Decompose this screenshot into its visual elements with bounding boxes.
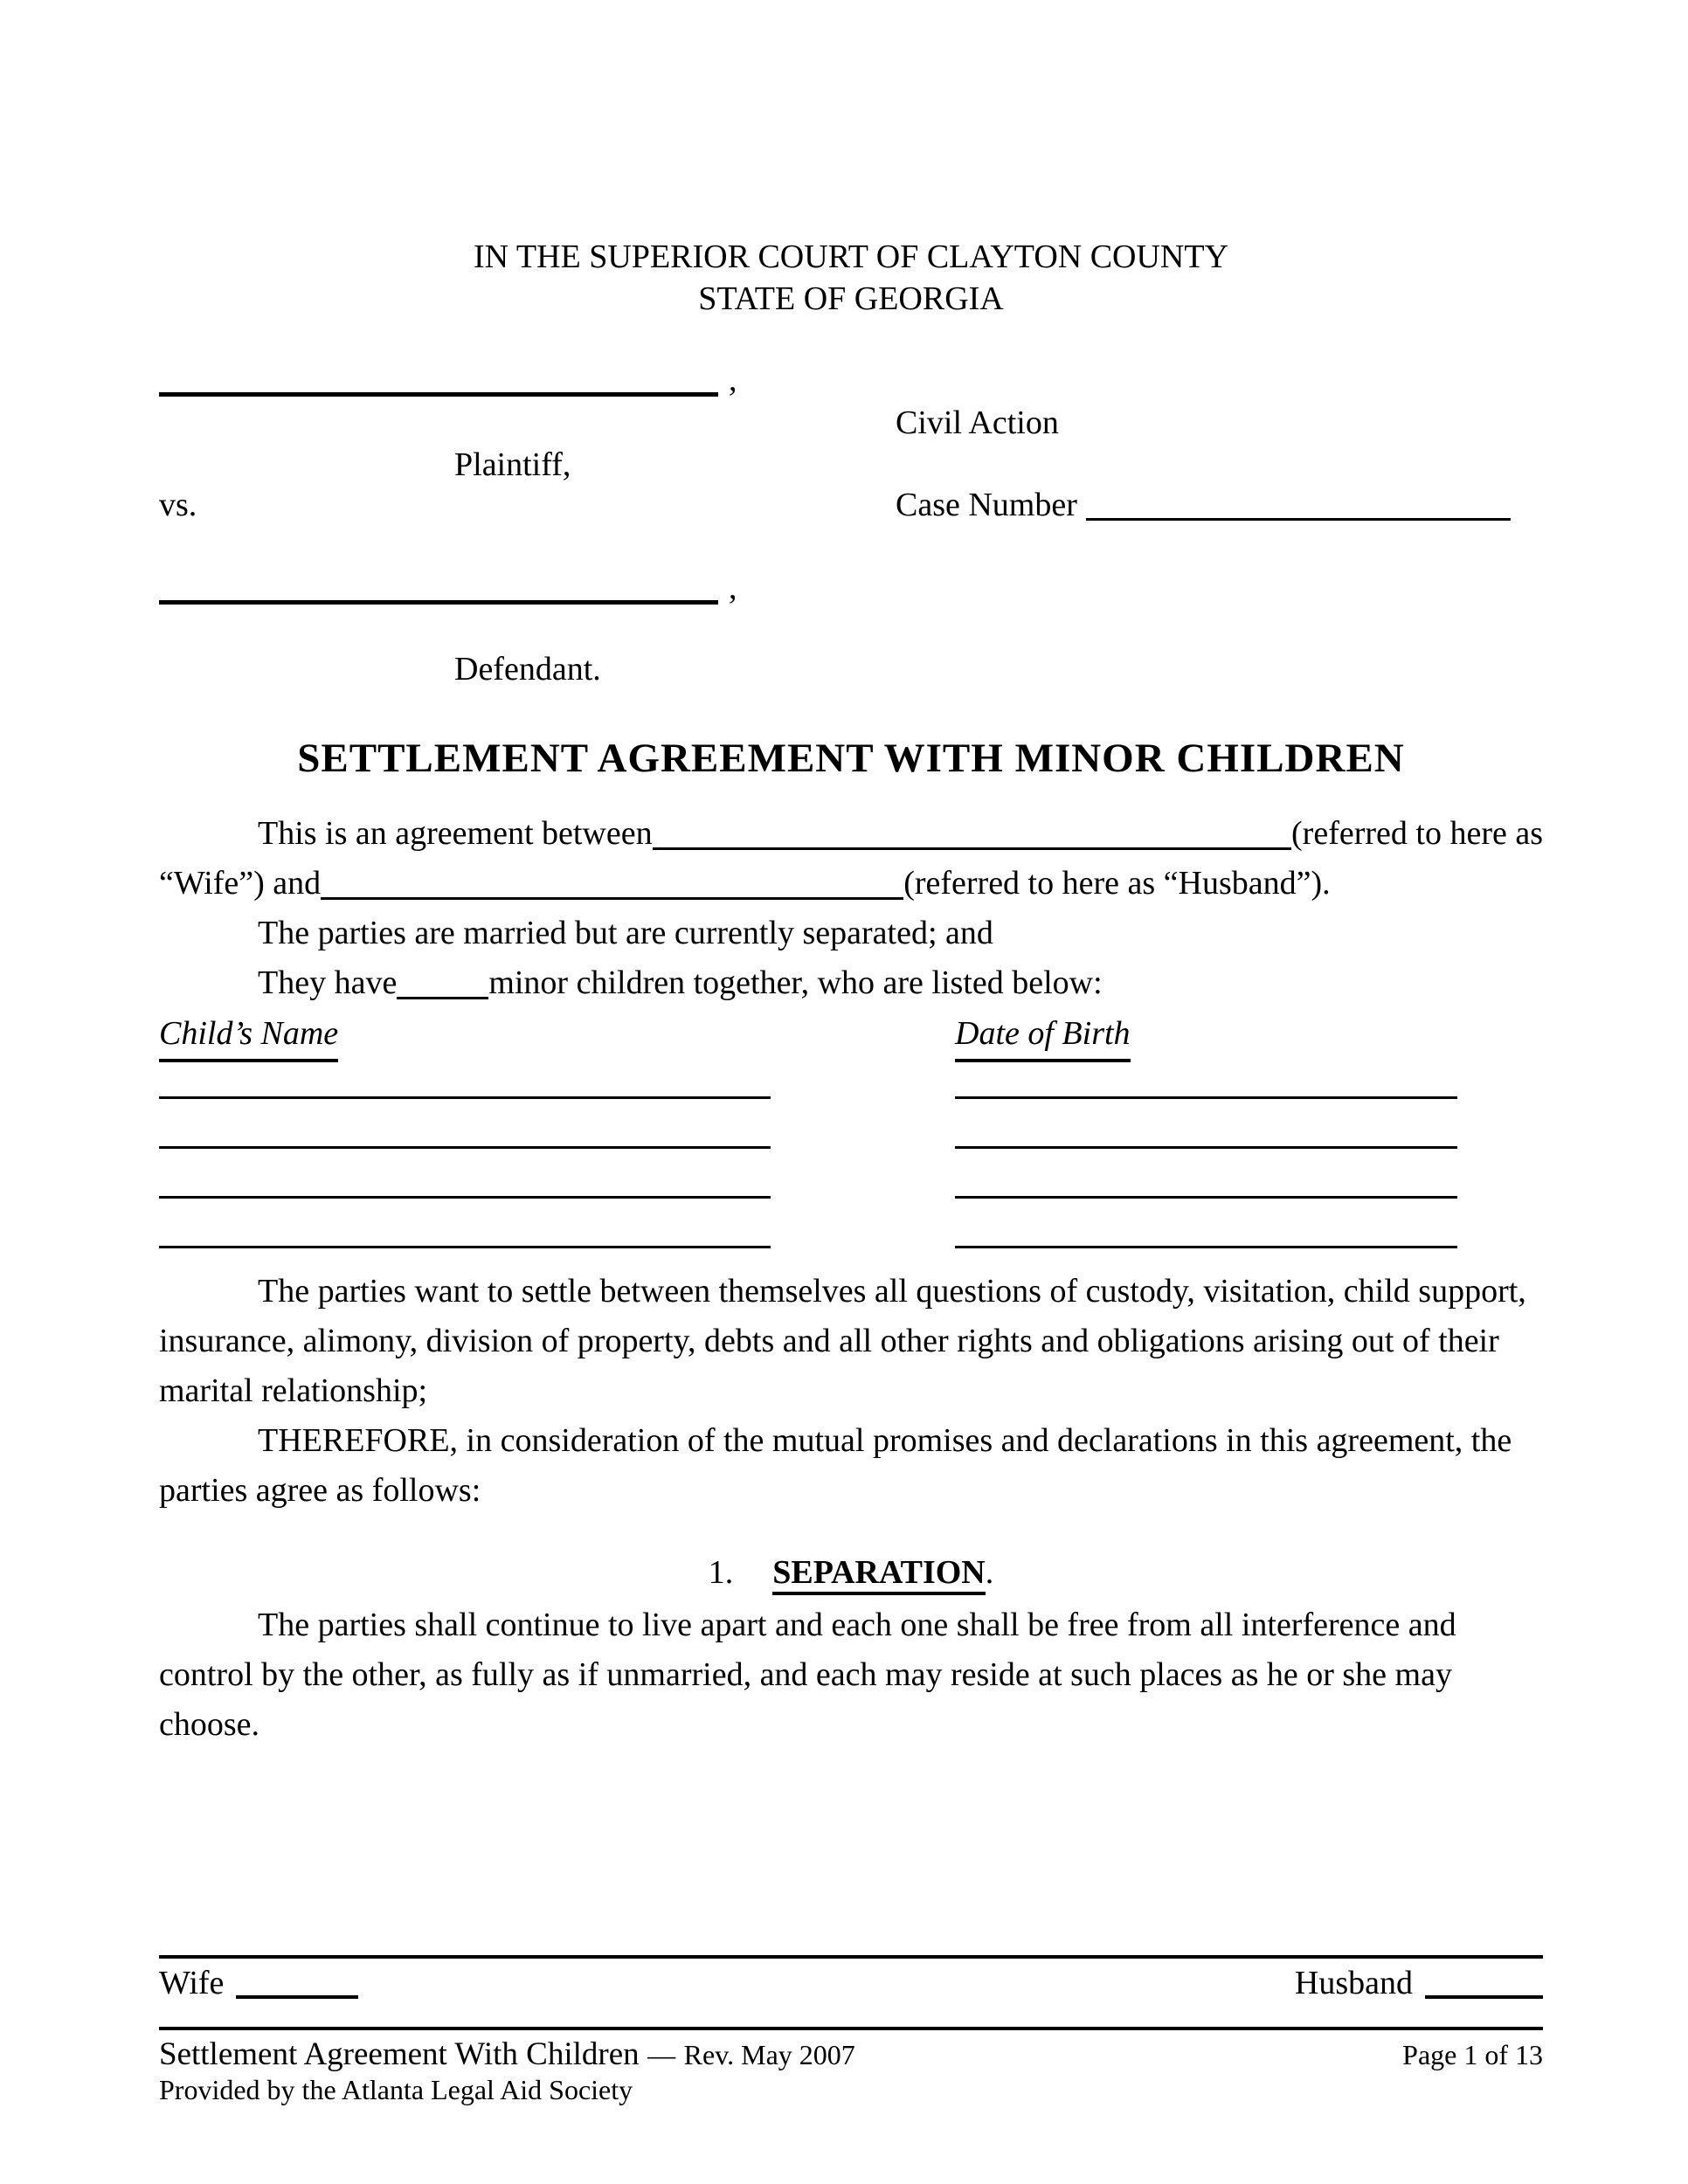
intro-line-4 — [159, 958, 1543, 1008]
therefore-line-2 — [159, 1466, 1543, 1516]
document-title: SETTLEMENT AGREEMENT WITH MINOR CHILDREN — [297, 736, 1405, 781]
settle-line-1 — [159, 1267, 1543, 1317]
intro-line-2 — [159, 859, 1543, 909]
child-name-blank — [159, 1246, 771, 1248]
defendant-label: Defendant. — [454, 651, 601, 688]
child-dob-blank — [955, 1246, 1457, 1248]
date-of-birth-header: Date of Birth — [955, 1010, 1131, 1062]
intro-line-4-suffix: minor children together, who are listed below: — [488, 964, 1103, 1001]
section-number: 1. — [708, 1554, 734, 1591]
settle-line-3-text: marital relationship; — [159, 1372, 428, 1409]
separation-paragraph — [159, 1600, 1543, 1750]
defendant-name-line — [159, 570, 737, 605]
intro-paragraph — [159, 809, 1543, 1008]
defendant-comma: , — [729, 570, 737, 606]
vs-label: vs. — [159, 487, 197, 523]
footer-info-row — [159, 2034, 1543, 2075]
wife-name-blank — [653, 847, 1291, 850]
plaintiff-label: Plaintiff, — [454, 446, 571, 483]
table-row — [159, 1099, 1543, 1149]
table-row — [159, 1149, 1543, 1199]
wife-initial-blank — [236, 1995, 358, 1999]
intro-line-1-suffix: (referred to here as — [1291, 815, 1543, 852]
court-header-line-2: STATE OF GEORGIA — [698, 280, 1004, 317]
signature-rule-bottom — [159, 2027, 1543, 2030]
footer-provided-by: Provided by the Atlanta Legal Aid Society — [159, 2074, 633, 2105]
children-table — [159, 1049, 1543, 1248]
section-heading-period: . — [985, 1554, 994, 1591]
wife-signature-label: Wife — [159, 1965, 225, 2001]
footer-page-number: Page 1 of 13 — [1402, 2039, 1543, 2070]
intro-line-2-suffix: (referred to here as “Husband”). — [903, 865, 1331, 902]
separation-line-2 — [159, 1650, 1543, 1700]
intro-line-1 — [159, 809, 1543, 859]
section-heading-separation: SEPARATION — [772, 1554, 986, 1595]
settle-line-2-text: insurance, alimony, division of property, debts and all other rights and obligations arising out of their — [159, 1323, 1499, 1359]
childs-name-header: Child’s Name — [159, 1010, 338, 1062]
footer-revision: Rev. May 2007 — [683, 2039, 855, 2070]
plaintiff-comma: , — [729, 362, 737, 398]
separation-line-2-text: control by the other, as fully as if unmarried, and each may reside at such places as he or she may — [159, 1656, 1452, 1693]
intro-line-4-text: They have — [258, 964, 398, 1001]
table-row — [159, 1199, 1543, 1248]
defendant-name-blank — [159, 600, 718, 605]
separation-line-3 — [159, 1700, 1543, 1750]
plaintiff-name-line — [159, 362, 737, 397]
intro-line-3 — [159, 909, 1543, 958]
therefore-line-1 — [159, 1416, 1543, 1466]
separation-line-1-text: The parties shall continue to live apart and each one shall be free from all interference and — [258, 1607, 1456, 1643]
settle-line-1-text: The parties want to settle between themselves all questions of custody, visitation, child support, — [258, 1273, 1526, 1310]
case-number-label: Case Number — [896, 487, 1077, 523]
wife-signature-group — [159, 1962, 358, 2004]
court-header — [159, 236, 1543, 320]
husband-signature-group — [1295, 1962, 1543, 2004]
intro-line-3-text: The parties are married but are currently separated; and — [258, 915, 993, 951]
case-number-blank — [1086, 518, 1511, 521]
footer-left — [159, 2034, 855, 2075]
intro-line-1-text: This is an agreement between — [258, 815, 653, 852]
children-count-blank — [397, 997, 488, 999]
civil-action-label: Civil Action — [896, 404, 1059, 441]
case-number-row — [896, 484, 1511, 526]
settle-line-3 — [159, 1366, 1543, 1416]
separation-line-3-text: choose. — [159, 1706, 260, 1743]
plaintiff-name-blank — [159, 392, 718, 397]
husband-name-blank — [321, 897, 903, 900]
section-1-heading — [159, 1548, 1543, 1598]
court-header-line-1: IN THE SUPERIOR COURT OF CLAYTON COUNTY — [473, 238, 1229, 275]
husband-initial-blank — [1425, 1995, 1543, 1999]
separation-line-1 — [159, 1600, 1543, 1650]
table-row — [159, 1049, 1543, 1099]
settle-paragraph — [159, 1267, 1543, 1516]
therefore-line-2-text: parties agree as follows: — [159, 1472, 481, 1509]
footer-separator: — — [647, 2039, 676, 2070]
intro-line-2-text: “Wife”) and — [159, 865, 322, 902]
therefore-line-1-text: THEREFORE, in consideration of the mutual promises and declarations in this agreement, the — [258, 1422, 1512, 1459]
signature-rule-top — [159, 1955, 1543, 1959]
signature-initial-row — [159, 1962, 1543, 2004]
husband-signature-label: Husband — [1294, 1965, 1413, 2001]
settle-line-2 — [159, 1317, 1543, 1366]
footer-doc-title: Settlement Agreement With Children — [159, 2036, 640, 2072]
